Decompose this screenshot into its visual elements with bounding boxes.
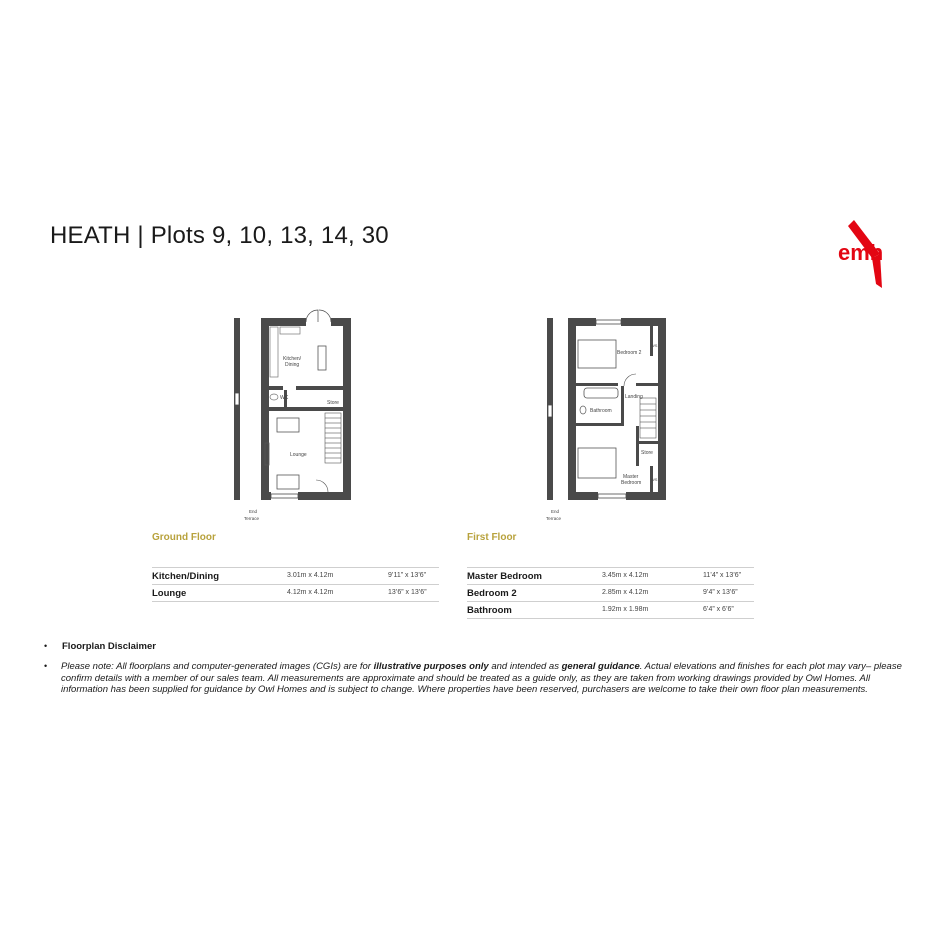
table-row [152, 585, 439, 602]
disclaimer-bold: general guidance [561, 661, 640, 672]
emh-logo [836, 220, 896, 288]
room-name: Master Bedroom [467, 571, 542, 582]
label-terrace: Terrace [244, 516, 260, 521]
bullet-dot: • [44, 641, 48, 651]
disclaimer-part: . Actual elevations and finishes for each plot may vary– please confirm details with a member of our sales team. All measurements are approximate and should be treated as a guide only, as they are taken from working drawings provided by Owl Homes. All information has been supplied for guidance by Owl Homes and is subject to change. Where properties have been reserved, purchasers are welcome to take their own floor plan measurements. [61, 661, 902, 696]
room-metric: 2.85m x 4.12m [602, 589, 649, 596]
label-terrace-ff: Terrace [546, 516, 562, 521]
table-row [152, 567, 439, 585]
room-metric: 3.01m x 4.12m [287, 572, 334, 579]
ground-floor-table [152, 567, 439, 602]
label-lounge: Lounge [290, 452, 307, 458]
label-ws-2: WS [651, 477, 658, 482]
table-row [467, 585, 754, 602]
table-row [467, 567, 754, 585]
room-metric: 4.12m x 4.12m [287, 589, 334, 596]
table-row [467, 602, 754, 619]
disclaimer-title: Floorplan Disclaimer [62, 641, 156, 652]
first-floor-table [467, 567, 754, 619]
room-name: Bedroom 2 [467, 588, 517, 599]
room-imperial: 9’11” x 13’6” [388, 572, 427, 579]
room-metric: 1.92m x 1.98m [602, 606, 649, 613]
room-imperial: 6’4” x 6’6” [703, 606, 734, 613]
label-store-ff: Store [641, 450, 653, 456]
ground-floor-plan [228, 300, 358, 525]
room-imperial: 13’6” x 13’6” [388, 589, 427, 596]
room-name: Lounge [152, 588, 187, 599]
bullet-dot: • [44, 661, 48, 671]
disclaimer-bold: illustrative purposes only [373, 661, 489, 672]
room-name: Bathroom [467, 605, 512, 616]
logo-text: emh [838, 240, 884, 265]
ground-floor-heading: Ground Floor [152, 532, 216, 543]
room-name: Kitchen/Dining [152, 571, 220, 582]
label-ws-1: WS [651, 343, 658, 348]
first-floor-heading: First Floor [467, 532, 517, 543]
first-floor-plan [541, 300, 681, 525]
label-store: Store [327, 400, 339, 406]
room-metric: 3.45m x 4.12m [602, 572, 649, 579]
label-bathroom: Bathroom [590, 408, 612, 414]
label-kitchen-2: Dining [285, 362, 300, 368]
label-master-1: Master [623, 474, 639, 480]
disclaimer-text [61, 661, 906, 696]
label-landing: Landing [625, 394, 643, 400]
label-end: End [249, 509, 258, 514]
disclaimer-part: and intended as [488, 661, 562, 672]
disclaimer-part: Please note: All floorplans and computer-generated images (CGIs) are for [61, 661, 374, 672]
label-master-2: Bedroom [621, 480, 642, 486]
room-imperial: 9’4” x 13’6” [703, 589, 738, 596]
label-end-ff: End [551, 509, 560, 514]
label-kitchen-1: Kitchen/ [283, 356, 302, 362]
page-title: HEATH | Plots 9, 10, 13, 14, 30 [50, 222, 389, 249]
label-bedroom2: Bedroom 2 [617, 350, 642, 356]
room-imperial: 11’4” x 13’6” [703, 572, 742, 579]
label-wc: WC [280, 395, 289, 401]
